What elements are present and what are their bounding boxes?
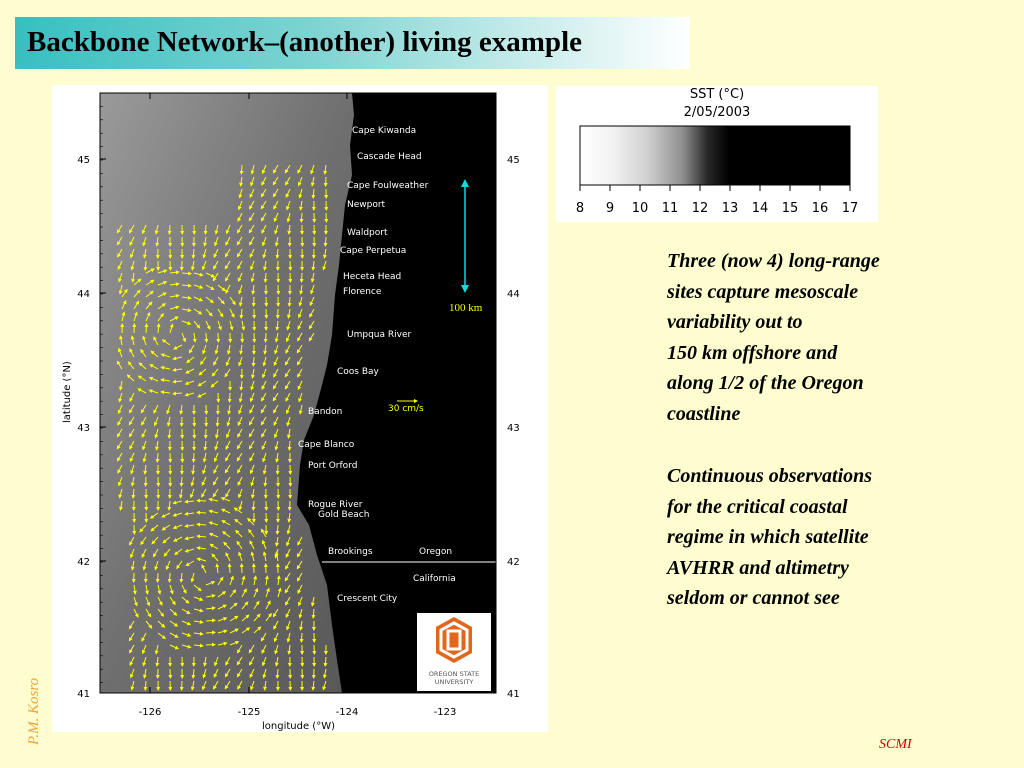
paragraph-1-line: sites capture mesoscale — [667, 280, 859, 303]
sst-legend-date: 2/05/2003 — [683, 105, 751, 120]
sst-tick-label: 10 — [631, 201, 649, 216]
place-label: Gold Beach — [318, 510, 370, 520]
place-label: Florence — [343, 287, 382, 297]
sst-gradient-bar — [580, 126, 850, 185]
place-label: Crescent City — [337, 594, 398, 604]
y-tick-label-right: 43 — [507, 423, 520, 434]
sst-colorbar — [556, 86, 878, 222]
vector-scale-label: 30 cm/s — [388, 404, 424, 414]
place-label: Port Orford — [308, 461, 358, 471]
paragraph-2-line: AVHRR and altimetry — [667, 556, 849, 579]
sst-legend-title: SST (°C) — [689, 87, 745, 102]
author-credit: P.M. Kosro — [26, 677, 42, 745]
place-label: Cape Foulweather — [347, 181, 429, 191]
sst-ticks — [576, 185, 858, 216]
y-tick-label-right: 45 — [507, 155, 520, 166]
osu-logo-line2: UNIVERSITY — [434, 678, 474, 686]
place-label: Cape Kiwanda — [352, 126, 417, 136]
x-tick-label: -124 — [335, 707, 359, 718]
place-label: Bandon — [308, 407, 343, 417]
sst-tick-label: 12 — [691, 201, 709, 216]
sst-tick-label: 17 — [841, 201, 859, 216]
state-label-california: California — [413, 574, 456, 584]
x-tick-label: -126 — [138, 707, 162, 718]
paragraph-1-line: 150 km offshore and — [667, 341, 838, 364]
y-tick-label-left: 44 — [77, 289, 90, 300]
sst-tick-label: 11 — [661, 201, 679, 216]
place-label: Cape Blanco — [298, 440, 355, 450]
place-label: Cascade Head — [357, 152, 422, 162]
sst-tick-label: 13 — [721, 201, 739, 216]
ocean-area — [100, 93, 354, 693]
place-label: Heceta Head — [343, 272, 402, 282]
sst-tick-label: 15 — [781, 201, 799, 216]
y-tick-label-left: 45 — [77, 155, 90, 166]
paragraph-1-line: variability out to — [667, 311, 803, 333]
x-tick-label: -123 — [433, 707, 457, 718]
sst-tick-label: 9 — [605, 201, 615, 216]
place-label: Coos Bay — [337, 367, 379, 377]
paragraph-2-line: regime in which satellite — [667, 526, 869, 548]
place-label: Waldport — [347, 228, 388, 238]
y-tick-label-left: 42 — [77, 557, 90, 568]
paragraph-2-line: for the critical coastal — [667, 495, 848, 518]
y-tick-label-right: 41 — [507, 689, 520, 700]
sst-tick-label: 8 — [575, 201, 585, 216]
y-tick-label-right: 42 — [507, 557, 520, 568]
sst-tick-label: 16 — [811, 201, 829, 216]
place-label: Newport — [347, 200, 386, 210]
distance-scale-label: 100 km — [449, 302, 483, 314]
y-tick-label-left: 43 — [77, 423, 90, 434]
place-label: Rogue River — [308, 500, 363, 510]
y-tick-label-right: 44 — [507, 289, 520, 300]
y-tick-label-left: 41 — [77, 689, 90, 700]
osu-logo-line1: OREGON STATE — [428, 670, 480, 678]
paragraph-2-line: seldom or cannot see — [667, 587, 840, 609]
x-axis-label: longitude (°W) — [262, 721, 335, 732]
paragraph-2-line: Continuous observations — [667, 465, 873, 487]
y-axis-label: latitude (°N) — [62, 361, 73, 423]
paragraph-1-line: coastline — [667, 402, 741, 425]
paragraph-1 — [667, 246, 957, 429]
slide-title: Backbone Network–(another) living example — [27, 26, 582, 58]
org-label: SCMI — [879, 737, 912, 752]
paragraph-2 — [667, 461, 957, 614]
place-label: Cape Perpetua — [340, 246, 407, 256]
osu-logo — [417, 613, 491, 691]
current-map-figure — [52, 85, 548, 732]
paragraph-1-line: along 1/2 of the Oregon — [667, 372, 864, 394]
place-label: Umpqua River — [347, 330, 412, 340]
title-bar — [15, 17, 690, 69]
paragraph-1-line: Three (now 4) long-range — [667, 250, 880, 272]
state-label-oregon: Oregon — [419, 547, 453, 557]
x-tick-label: -125 — [237, 707, 261, 718]
place-label: Brookings — [328, 547, 373, 557]
sst-tick-label: 14 — [751, 201, 769, 216]
